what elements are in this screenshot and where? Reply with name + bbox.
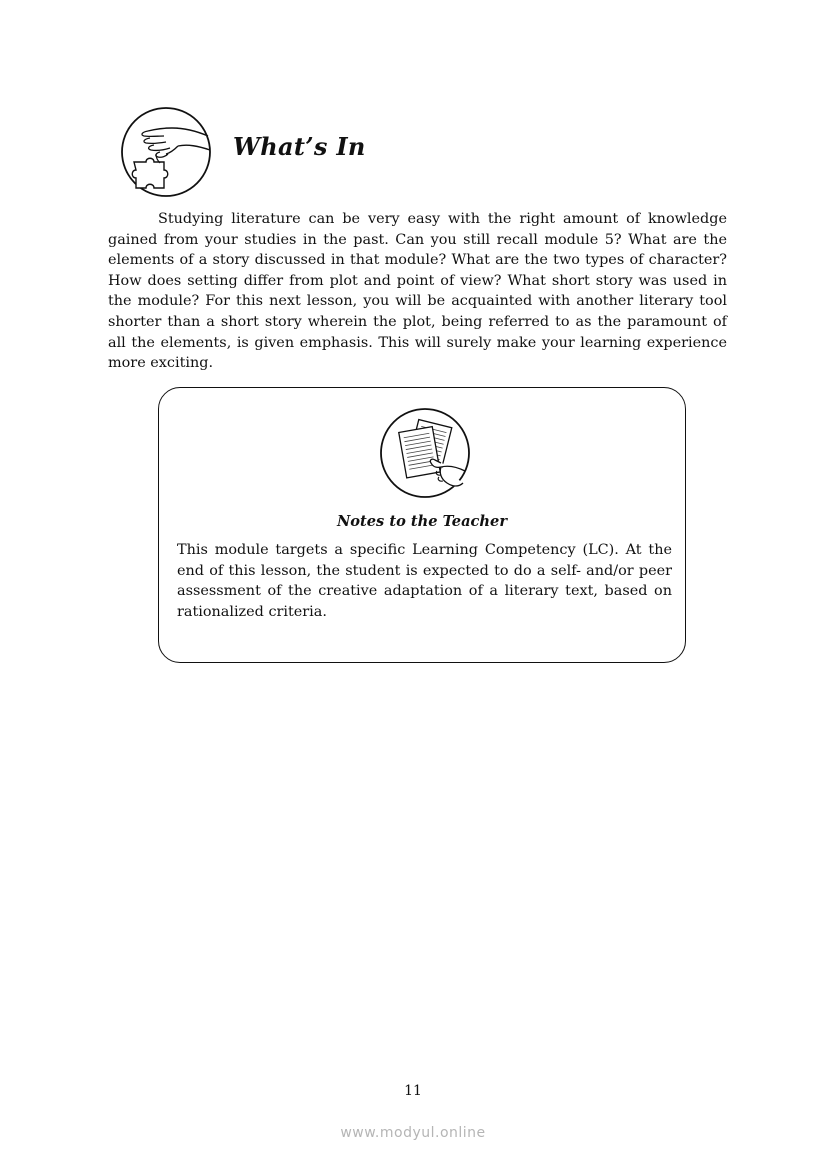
intro-paragraph: Studying literature can be very easy with the right amount of knowledge gained from your studies in the past. Can you still recall module 5? What are the elements of a story discussed in that module? What are the two types of character? How does setting differ from plot and point of view? What short story was used in the module? For this next lesson, you will be acquainted with another literary tool shorter than a short story wherein the plot, being referred to as the paramount of all the elements, is given emphasis. This will surely make your learning experience more exciting. [108,211,727,372]
papers-hand-icon [379,407,471,499]
watermark: www.modyul.online [340,1125,486,1141]
teacher-note-body: This module targets a specific Learning Competency (LC). At the end of this lesson, the student is expected to do a self- and/or peer assessment of the creative adaptation of a literary text, based on rationalized criteria. [177,542,672,620]
section-title: What’s In [233,132,366,161]
teacher-note-box [158,387,686,663]
teacher-note-title: Notes to the Teacher [336,513,508,530]
page-number: 11 [404,1083,422,1099]
puzzle-hand-icon [120,106,212,198]
